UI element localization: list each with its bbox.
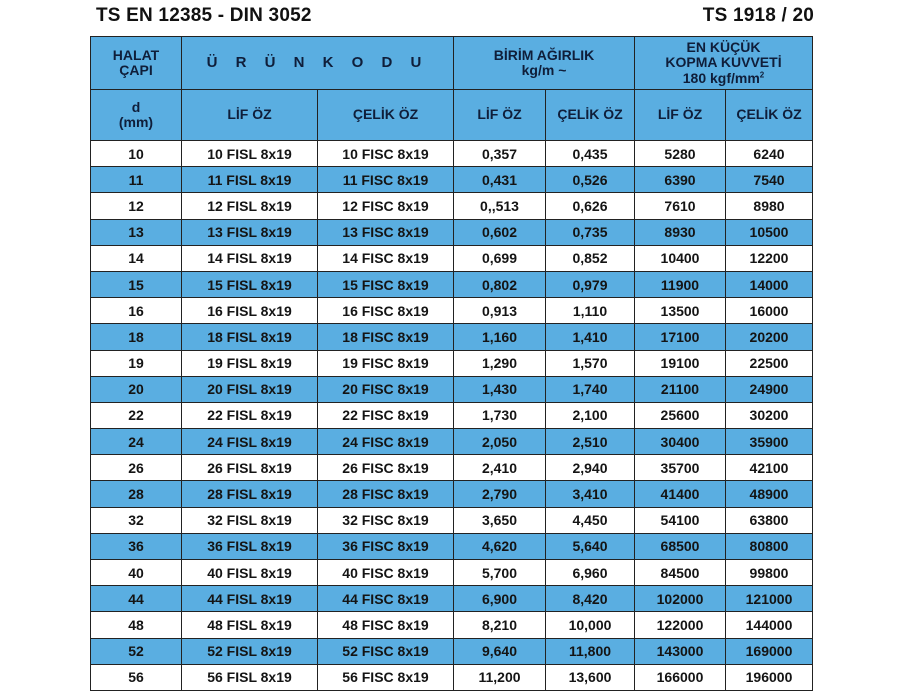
cell-force-celik: 7540 — [753, 171, 785, 188]
cell-weight-celik: 0,435 — [546, 141, 635, 166]
cell-code-lif: 19 FISL 8x19 — [182, 351, 318, 376]
table-row — [91, 455, 812, 481]
cell-diameter: 12 — [91, 193, 182, 218]
cell-diameter: 40 — [91, 560, 182, 585]
cell-force-lif: 54100 — [635, 508, 726, 533]
sub-header-force-celik: ÇELİK ÖZ — [736, 106, 802, 123]
cell-force-lif: 19100 — [635, 351, 726, 376]
cell-force-celik: 14000 — [749, 276, 789, 293]
cell-code-celik: 22 FISC 8x19 — [318, 403, 454, 428]
cell-weight-celik: 8,420 — [546, 586, 635, 611]
cell-force-celik: 10500 — [749, 224, 789, 241]
cell-weight-celik: 0,735 — [546, 220, 635, 245]
table-row — [91, 377, 812, 403]
cell-weight-celik: 6,960 — [546, 560, 635, 585]
cell-weight-lif: 1,160 — [454, 324, 546, 349]
cell-diameter: 19 — [91, 351, 182, 376]
cell-diameter: 36 — [91, 534, 182, 559]
cell-weight-lif: 0,,513 — [454, 193, 546, 218]
table-row — [91, 639, 812, 665]
cell-force-lif: 21100 — [635, 377, 726, 402]
cell-diameter: 18 — [91, 324, 182, 349]
header-kopma-title: EN KÜÇÜK KOPMA KUVVETİ — [665, 38, 782, 71]
cell-diameter: 10 — [91, 141, 182, 166]
table-row — [91, 403, 812, 429]
cell-force-celik: 80800 — [749, 538, 789, 555]
cell-force-lif: 25600 — [635, 403, 726, 428]
table-row — [91, 193, 812, 219]
cell-code-celik: 26 FISC 8x19 — [318, 455, 454, 480]
cell-code-lif: 12 FISL 8x19 — [182, 193, 318, 218]
cell-force-lif: 13500 — [635, 298, 726, 323]
cell-force-celik: 169000 — [745, 643, 793, 660]
cell-weight-lif: 5,700 — [454, 560, 546, 585]
cell-weight-celik: 2,510 — [546, 429, 635, 454]
cell-weight-lif: 0,357 — [454, 141, 546, 166]
cell-weight-lif: 4,620 — [454, 534, 546, 559]
cell-code-celik: 12 FISC 8x19 — [318, 193, 454, 218]
cell-force-lif: 17100 — [635, 324, 726, 349]
cell-code-lif: 48 FISL 8x19 — [182, 612, 318, 637]
cell-code-celik: 56 FISC 8x19 — [318, 665, 454, 690]
cell-code-lif: 16 FISL 8x19 — [182, 298, 318, 323]
cell-force-celik: 12200 — [749, 250, 789, 267]
cell-code-celik: 32 FISC 8x19 — [318, 508, 454, 533]
table-row — [91, 481, 812, 507]
cell-diameter: 13 — [91, 220, 182, 245]
cell-force-celik: 63800 — [749, 512, 789, 529]
table-row — [91, 272, 812, 298]
header-urun-kodu: Ü R Ü N K O D U — [182, 37, 454, 89]
cell-force-lif: 7610 — [635, 193, 726, 218]
cell-code-lif: 28 FISL 8x19 — [182, 481, 318, 506]
cell-weight-lif: 1,430 — [454, 377, 546, 402]
cell-code-celik: 52 FISC 8x19 — [318, 639, 454, 664]
cell-weight-celik: 11,800 — [546, 639, 635, 664]
cell-code-lif: 24 FISL 8x19 — [182, 429, 318, 454]
cell-diameter: 28 — [91, 481, 182, 506]
table-row — [91, 246, 812, 272]
cell-code-celik: 24 FISC 8x19 — [318, 429, 454, 454]
sub-header-diameter: d (mm) — [91, 90, 182, 140]
cell-force-celik: 99800 — [749, 564, 789, 581]
cell-weight-lif: 6,900 — [454, 586, 546, 611]
cell-code-lif: 11 FISL 8x19 — [182, 167, 318, 192]
header-kopma-kuvveti — [635, 37, 812, 89]
cell-diameter: 20 — [91, 377, 182, 402]
sub-header-weight-lif: LİF ÖZ — [454, 90, 546, 140]
cell-diameter: 56 — [91, 665, 182, 690]
sub-header-code-celik: ÇELİK ÖZ — [318, 90, 454, 140]
cell-weight-lif: 0,431 — [454, 167, 546, 192]
cell-force-celik: 30200 — [749, 407, 789, 424]
cell-code-celik: 20 FISC 8x19 — [318, 377, 454, 402]
cell-diameter: 22 — [91, 403, 182, 428]
table-group-header — [91, 37, 812, 90]
table-row — [91, 167, 812, 193]
cell-weight-celik: 1,410 — [546, 324, 635, 349]
table-row — [91, 429, 812, 455]
table-row — [91, 586, 812, 612]
cell-force-lif: 35700 — [635, 455, 726, 480]
cell-force-celik: 22500 — [749, 355, 789, 372]
table-row — [91, 141, 812, 167]
sub-header-force-lif: LİF ÖZ — [635, 90, 726, 140]
cell-force-celik: 42100 — [749, 459, 789, 476]
cell-diameter: 16 — [91, 298, 182, 323]
cell-weight-celik: 4,450 — [546, 508, 635, 533]
cell-code-lif: 40 FISL 8x19 — [182, 560, 318, 585]
cell-force-celik: 8980 — [753, 197, 785, 214]
table-row — [91, 534, 812, 560]
cell-code-celik: 16 FISC 8x19 — [318, 298, 454, 323]
cell-force-lif: 122000 — [635, 612, 726, 637]
cell-code-celik: 48 FISC 8x19 — [318, 612, 454, 637]
cell-force-celik: 6240 — [753, 145, 785, 162]
table-body — [91, 141, 812, 690]
cell-force-lif: 68500 — [635, 534, 726, 559]
table-row — [91, 220, 812, 246]
cell-code-lif: 13 FISL 8x19 — [182, 220, 318, 245]
table-row — [91, 298, 812, 324]
table-row — [91, 665, 812, 690]
table-row — [91, 612, 812, 638]
cell-weight-lif: 2,790 — [454, 481, 546, 506]
cell-code-lif: 26 FISL 8x19 — [182, 455, 318, 480]
cell-code-celik: 44 FISC 8x19 — [318, 586, 454, 611]
cell-diameter: 11 — [91, 167, 182, 192]
table-sub-header — [91, 90, 812, 141]
cell-force-celik: 48900 — [749, 486, 789, 503]
cell-code-celik: 18 FISC 8x19 — [318, 324, 454, 349]
cell-force-lif: 5280 — [635, 141, 726, 166]
cell-weight-celik: 2,940 — [546, 455, 635, 480]
cell-code-celik: 36 FISC 8x19 — [318, 534, 454, 559]
cell-weight-celik: 2,100 — [546, 403, 635, 428]
cell-code-celik: 15 FISC 8x19 — [318, 272, 454, 297]
cell-code-lif: 44 FISL 8x19 — [182, 586, 318, 611]
cell-weight-celik: 3,410 — [546, 481, 635, 506]
standard-title: TS EN 12385 - DIN 3052 — [96, 5, 312, 26]
cell-code-lif: 32 FISL 8x19 — [182, 508, 318, 533]
cell-code-celik: 13 FISC 8x19 — [318, 220, 454, 245]
cell-weight-lif: 0,602 — [454, 220, 546, 245]
cell-force-lif: 11900 — [635, 272, 726, 297]
cell-weight-celik: 1,740 — [546, 377, 635, 402]
cell-code-lif: 22 FISL 8x19 — [182, 403, 318, 428]
cell-diameter: 48 — [91, 612, 182, 637]
cell-force-lif: 84500 — [635, 560, 726, 585]
cell-weight-celik: 0,852 — [546, 246, 635, 271]
cell-diameter: 24 — [91, 429, 182, 454]
cell-diameter: 26 — [91, 455, 182, 480]
header-birim-agirlik: BİRİM AĞIRLIK kg/m ~ — [454, 37, 635, 89]
cell-code-lif: 15 FISL 8x19 — [182, 272, 318, 297]
cell-code-celik: 10 FISC 8x19 — [318, 141, 454, 166]
cell-diameter: 15 — [91, 272, 182, 297]
cell-weight-celik: 10,000 — [546, 612, 635, 637]
cell-force-lif: 102000 — [635, 586, 726, 611]
cell-code-celik: 14 FISC 8x19 — [318, 246, 454, 271]
cell-code-celik: 40 FISC 8x19 — [318, 560, 454, 585]
cell-diameter: 32 — [91, 508, 182, 533]
cell-weight-celik: 0,979 — [546, 272, 635, 297]
cell-force-celik: 196000 — [745, 669, 793, 686]
cell-weight-celik: 1,110 — [546, 298, 635, 323]
cell-weight-lif: 9,640 — [454, 639, 546, 664]
sub-header-weight-celik: ÇELİK ÖZ — [546, 90, 635, 140]
table-row — [91, 324, 812, 350]
cell-code-celik: 11 FISC 8x19 — [318, 167, 454, 192]
cell-code-lif: 14 FISL 8x19 — [182, 246, 318, 271]
cell-weight-lif: 8,210 — [454, 612, 546, 637]
table-row — [91, 351, 812, 377]
cell-weight-lif: 0,699 — [454, 246, 546, 271]
cell-force-lif: 10400 — [635, 246, 726, 271]
header-kopma-unit: 180 kgf/$mm^2$ — [682, 69, 765, 86]
cell-code-celik: 19 FISC 8x19 — [318, 351, 454, 376]
cell-force-celik: 24900 — [749, 381, 789, 398]
cell-weight-lif: 1,290 — [454, 351, 546, 376]
header-halat-capi: HALAT ÇAPI — [91, 37, 182, 89]
table-row — [91, 560, 812, 586]
cell-force-celik: 121000 — [745, 590, 793, 607]
cell-weight-lif: 1,730 — [454, 403, 546, 428]
table-row — [91, 508, 812, 534]
cell-diameter: 14 — [91, 246, 182, 271]
cell-force-lif: 8930 — [635, 220, 726, 245]
cell-force-celik: 20200 — [749, 328, 789, 345]
cell-weight-lif: 0,802 — [454, 272, 546, 297]
cell-force-lif: 166000 — [635, 665, 726, 690]
cell-weight-celik: 13,600 — [546, 665, 635, 690]
cell-diameter: 52 — [91, 639, 182, 664]
cell-weight-lif: 2,050 — [454, 429, 546, 454]
cell-force-lif: 6390 — [635, 167, 726, 192]
standard-code: TS 1918 / 20 — [702, 5, 814, 26]
cell-force-celik: 35900 — [749, 433, 789, 450]
cell-diameter: 44 — [91, 586, 182, 611]
cell-weight-celik: 0,526 — [546, 167, 635, 192]
cell-force-celik: 16000 — [749, 302, 789, 319]
cell-code-lif: 18 FISL 8x19 — [182, 324, 318, 349]
cell-code-lif: 52 FISL 8x19 — [182, 639, 318, 664]
cell-code-lif: 36 FISL 8x19 — [182, 534, 318, 559]
cell-code-lif: 10 FISL 8x19 — [182, 141, 318, 166]
cell-weight-lif: 11,200 — [454, 665, 546, 690]
cell-weight-lif: 0,913 — [454, 298, 546, 323]
sub-header-code-lif: LİF ÖZ — [182, 90, 318, 140]
cell-force-lif: 30400 — [635, 429, 726, 454]
cell-force-celik: 144000 — [745, 616, 793, 633]
cell-weight-lif: 3,650 — [454, 508, 546, 533]
cell-code-lif: 20 FISL 8x19 — [182, 377, 318, 402]
cell-weight-celik: 0,626 — [546, 193, 635, 218]
cell-force-lif: 41400 — [635, 481, 726, 506]
wire-rope-table — [90, 36, 813, 691]
cell-weight-celik: 1,570 — [546, 351, 635, 376]
cell-code-celik: 28 FISC 8x19 — [318, 481, 454, 506]
cell-weight-celik: 5,640 — [546, 534, 635, 559]
cell-force-lif: 143000 — [635, 639, 726, 664]
cell-code-lif: 56 FISL 8x19 — [182, 665, 318, 690]
cell-weight-lif: 2,410 — [454, 455, 546, 480]
